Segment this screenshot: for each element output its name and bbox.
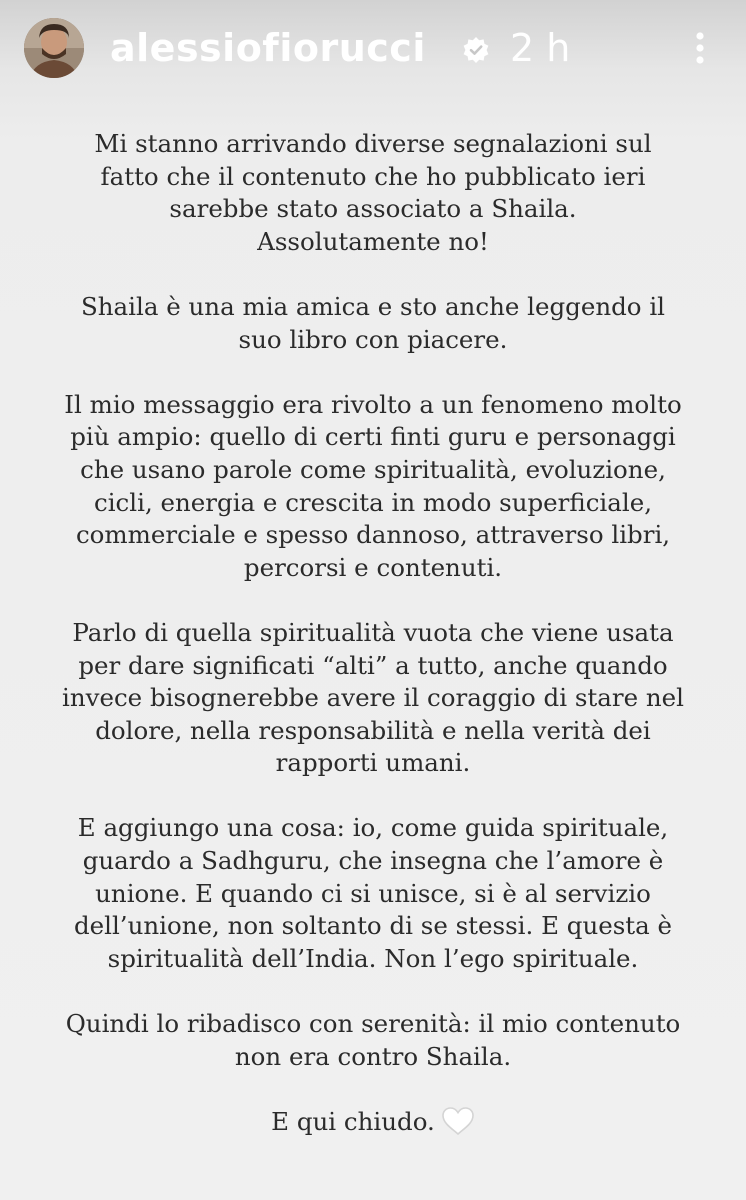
story-header — [0, 0, 746, 96]
verified-badge-icon — [462, 36, 490, 64]
story-paragraph-1: Mi stanno arrivando diverse segnalazioni sul fatto che il contenuto che ho pubblicato ieri sarebbe stato associato a Shaila. Assolutamente no! — [94, 129, 652, 256]
post-time: 2 h — [510, 26, 571, 70]
story-paragraph-5: E aggiungo una cosa: io, come guida spirituale, guardo a Sadhguru, che insegna che l’amore è unione. E quando ci si unisce, si è al servizio dell’unione, non soltanto di se stessi. E questa è spiritualità dell’India. Non l’ego spirituale. — [73, 813, 673, 973]
avatar[interactable] — [24, 18, 84, 78]
story-paragraph-6: Quindi lo ribadisco con serenità: il mio contenuto non era contro Shaila. — [65, 1009, 681, 1071]
white-heart-icon — [441, 1106, 475, 1136]
story-closing — [40, 1106, 706, 1139]
story-paragraph-4: Parlo di quella spiritualità vuota che viene usata per dare significati “alti” a tutto, anche quando invece bisognerebbe avere il coraggio di stare nel dolore, nella responsabilità e nella verità dei rapporti umani. — [61, 617, 684, 778]
closing-text: E qui chiudo. — [271, 1106, 435, 1136]
username[interactable]: alessiofiorucci — [110, 26, 426, 70]
story-paragraph-2: Shaila è una mia amica e sto anche leggendo il suo libro con piacere. — [80, 291, 666, 354]
more-options-icon[interactable] — [688, 28, 712, 68]
profile-photo-icon — [24, 18, 84, 78]
story-paragraph-3: Il mio messaggio era rivolto a un fenomeno molto più ampio: quello di certi finti guru e personaggi che usano parole come spiritualità, evoluzione, cicli, energia e crescita in modo superficiale, commerciale e spesso dannoso, attraverso libri, percorsi e contenuti. — [64, 389, 682, 582]
story-text — [40, 128, 706, 1138]
